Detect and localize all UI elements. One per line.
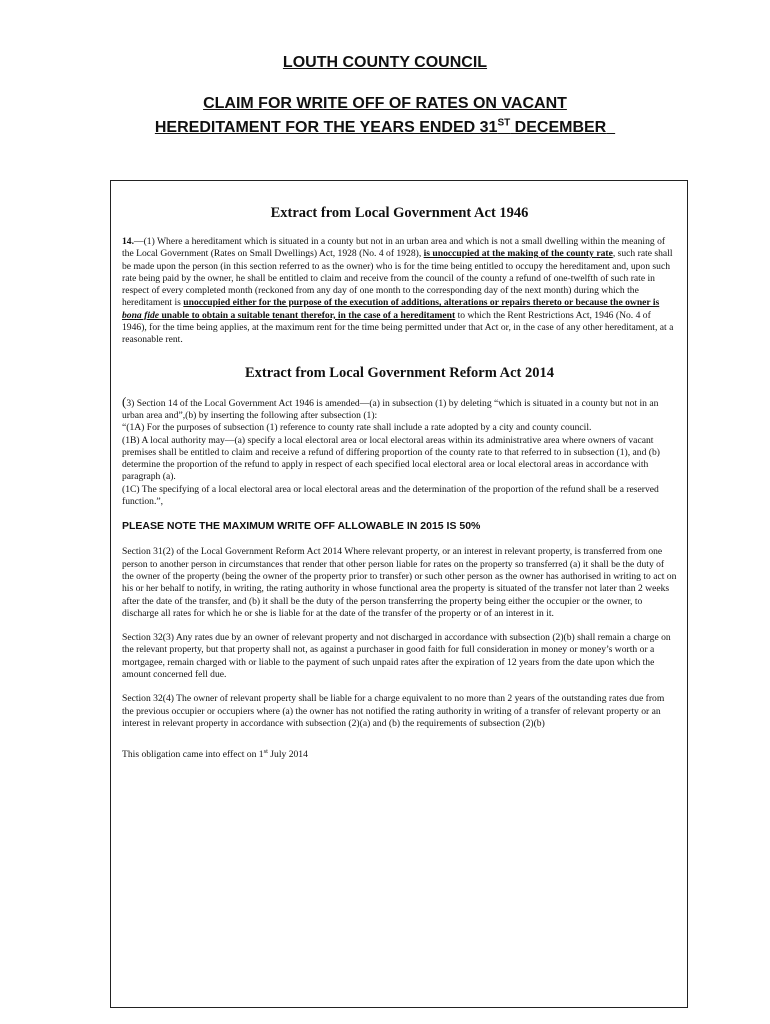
extract-2014-line3: (1B) A local authority may—(a) specify a local electoral area or local electoral areas within its administrative area where owners of vacant premises shall be entitled to claim and receive a refund of differing proportion of the county rate to that referred to in subsection (1), and (b) determine the proportion of the refund to apply in respect of each specified local electoral area or local electoral areas in accordance with paragraph (a). [122, 434, 660, 483]
effective-date-prefix: This obligation came into effect on 1 [122, 749, 264, 761]
extract-2014-line4: (1C) The specifying of a local electoral area or local electoral areas and the determination of the proportion of the refund shall be a reserved function.”, [122, 483, 659, 508]
section-number: 14. [122, 236, 134, 247]
form-title-line2 [155, 119, 615, 136]
extract-1946-underline2: unoccupied either for the purpose of the execution of additions, alterations or repairs thereto or because the owner is [183, 297, 660, 309]
extract-1946-part2: , such rate shall be made upon the person (in this section referred to as the owner) who is for the time being entitled to occupy the hereditament and, upon such rate being paid by the owner, he shall be entitled to claim and receive from the council of the county a refund of one-twelfth of such rate in respect of every completed month (reckoned from any day of one month to the corresponding day of the next month) during which the hereditament is [122, 248, 673, 309]
form-title-line2-text: HEREDITAMENT FOR THE YEARS ENDED 31 [154, 119, 498, 137]
council-name: LOUTH COUNTY COUNCIL [282, 54, 488, 71]
extract-1946-text [122, 236, 677, 347]
extract-2014-line1: 3) Section 14 of the Local Government Act 1946 is amended—(a) in subsection (1) by deleting “which is situated in a county but not in an urban area and”,(b) by inserting the following after subsection (1): [122, 397, 659, 421]
section-31-2-text: Section 31(2) of the Local Government Reform Act 2014 Where relevant property, or an interest in relevant property, is transferred from one person to another person in circumstances that render that other person liable for rates on the property so transferred (a) it shall be the duty of the owner of the property (being the owner of the property prior to transfer) or such other person as the owner has authorised in writing to act on his or her behalf to notify, in writing, the rating authority in whose functional area the property is situated of the transfer not later than 2 weeks after the date of the transfer, and (b) it shall be the duty of the person transferring the property being either the occupier or the owner, to discharge all rates for which he or she is liable for at the date of the transfer of the property or of an interest in it. [122, 546, 677, 619]
document-header [0, 54, 770, 138]
extract-1946-part1: —(1) Where a hereditament which is situated in a county but not in an urban area and which is not a small dwelling within the meaning of the Local Government (Rates on Small Dwellings) Act, 1928 (No. 4 of 1928), [122, 236, 666, 260]
extract-2014-paren: ( [122, 393, 127, 409]
max-write-off-note: PLEASE NOTE THE MAXIMUM WRITE OFF ALLOWABLE IN 2015 IS 50% [122, 520, 481, 533]
extract-1946-underline1: is unoccupied at the making of the county rate [423, 248, 613, 260]
extract-2014-text [122, 393, 677, 509]
bona-fide-italic: bona fide [122, 309, 160, 321]
legal-extract-box [110, 180, 688, 1008]
extract-2014-heading: Extract from Local Government Reform Act 2014 [245, 364, 554, 381]
form-title-superscript: ST [497, 118, 511, 129]
extract-2014-line2: “(1A) For the purposes of subsection (1) reference to county rate shall include a rate adopted by a city and county council. [122, 422, 592, 434]
section-32-3-text: Section 32(3) Any rates due by an owner of relevant property and not discharged in accordance with subsection (2)(b) shall remain a charge on the relevant property, but that property shall not, as against a purchaser in good faith for full consideration in money or money’s worth or a mortgagee, remain charged with or liable to the payment of such unpaid rates after the expiration of 12 years from the date upon which the amount concerned fell due. [122, 632, 671, 681]
effective-date-suffix: July 2014 [267, 749, 308, 761]
effective-date-superscript: st [263, 748, 268, 756]
form-title-line1: CLAIM FOR WRITE OFF OF RATES ON VACANT [203, 95, 567, 112]
extract-1946-underline3: unable to obtain a suitable tenant therefor, in the case of a hereditament [159, 309, 456, 321]
form-title [0, 94, 770, 138]
form-title-line2-end: DECEMBER [510, 119, 607, 137]
extract-1946-heading: Extract from Local Government Act 1946 [270, 205, 529, 221]
effective-date-text [122, 746, 677, 761]
extract-1946-part3: to which the Rent Restrictions Act, 1946 (No. 4 of 1946), for the time being applies, at the maximum rent for the time being permitted under that Act or, in the case of any other hereditament, at a reasonable rent. [122, 309, 674, 346]
section-32-4-text: Section 32(4) The owner of relevant property shall be liable for a charge equivalent to no more than 2 years of the outstanding rates due from the previous occupier or occupiers where (a) the owner has not notified the rating authority in writing of a transfer of relevant property or an interest in relevant property in accordance with subsection (2)(a) and (b) the requirements of subsection (2)(b) [122, 693, 665, 729]
